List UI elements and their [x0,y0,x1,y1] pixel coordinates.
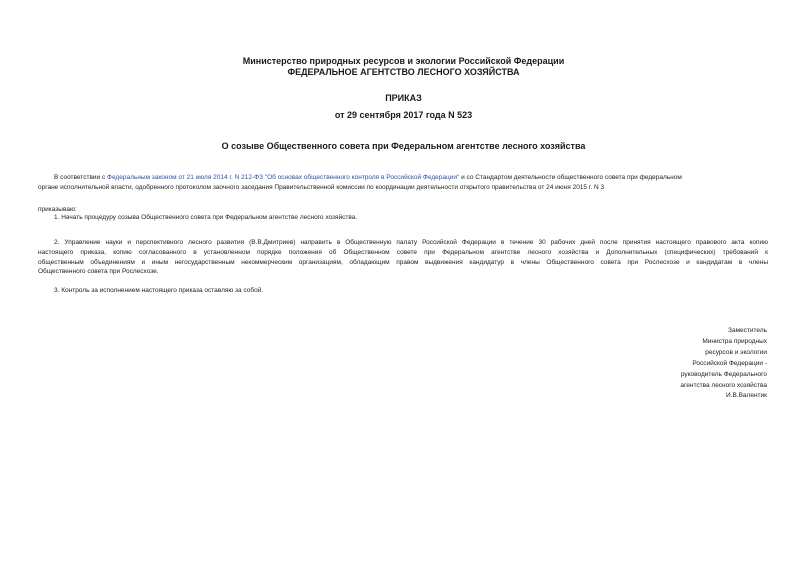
signature-line: ресурсов и экологии [705,348,767,356]
signature-line: Заместитель [728,327,767,334]
order-item-line: Общественного совета при Рослесхозе. [38,268,159,276]
federal-law-link[interactable]: Федеральным законом от 21 июля 2014 г. N 212-ФЗ "Об основах общественного контроля в Российской Федерации" [107,174,460,181]
order-item-line: 1. Начать процедуру созыва Общественного совета при Федеральном агентстве лесного хозяйства. [54,214,358,221]
order-item-line: общественным объединениям и иным негосударственным некоммерческим организациям, обладающим правом выдвижения кандидатур в члены Общественного совета при Рослесхозе и кандидатам в члены [38,258,768,266]
order-item-3 [38,286,768,296]
order-item-1 [38,213,768,223]
signature-line: руководитель Федерального [680,370,767,378]
order-item-2 [38,238,768,277]
agency-name: ФЕДЕРАЛЬНОЕ АГЕНТСТВО ЛЕСНОГО ХОЗЯЙСТВА [287,67,520,77]
signature-line: Российской Федерации - [692,359,767,367]
signature-block [680,326,767,402]
preamble-line-1 [38,173,768,183]
order-item-line: 2. Управление науки и перспективного лесного развития (В.В.Дмитриев) направить в Общественную палату Российской Федерации в течение 30 рабочих дней после принятия настоящего правового акта копию [54,239,768,246]
document-date-number: от 29 сентября 2017 года N 523 [334,110,473,120]
orders-intro: приказываю: [38,206,77,213]
document-title: О созыве Общественного совета при Федеральном агентстве лесного хозяйства [221,141,586,151]
order-item-line: настоящего приказа, копию согласованного в установленном порядке положения об Общественном совете при Федеральном агентстве лесного хозяйства и Дополнительных (специфических) требований к [38,248,768,256]
preamble-rest: и со Стандартом деятельности общественного совета при федеральном [459,174,682,181]
preamble [38,173,768,193]
document-type: ПРИКАЗ [385,93,422,103]
preamble-line-2: органе исполнительной власти, одобренного протоколом заочного заседания Правительственной комиссии по координации деятельности открытого правительства от 24 июня 2015 г. N 3 [38,183,605,191]
signatory-name: И.В.Валентик [725,392,767,400]
ministry-name: Министерство природных ресурсов и экологии Российской Федерации [242,56,565,66]
signature-line: Министра природных [702,337,767,345]
signature-line: агентства лесного хозяйства [680,381,767,389]
order-item-line: 3. Контроль за исполнением настоящего приказа оставляю за собой. [54,287,264,294]
preamble-intro: В соответствии с [54,174,108,181]
